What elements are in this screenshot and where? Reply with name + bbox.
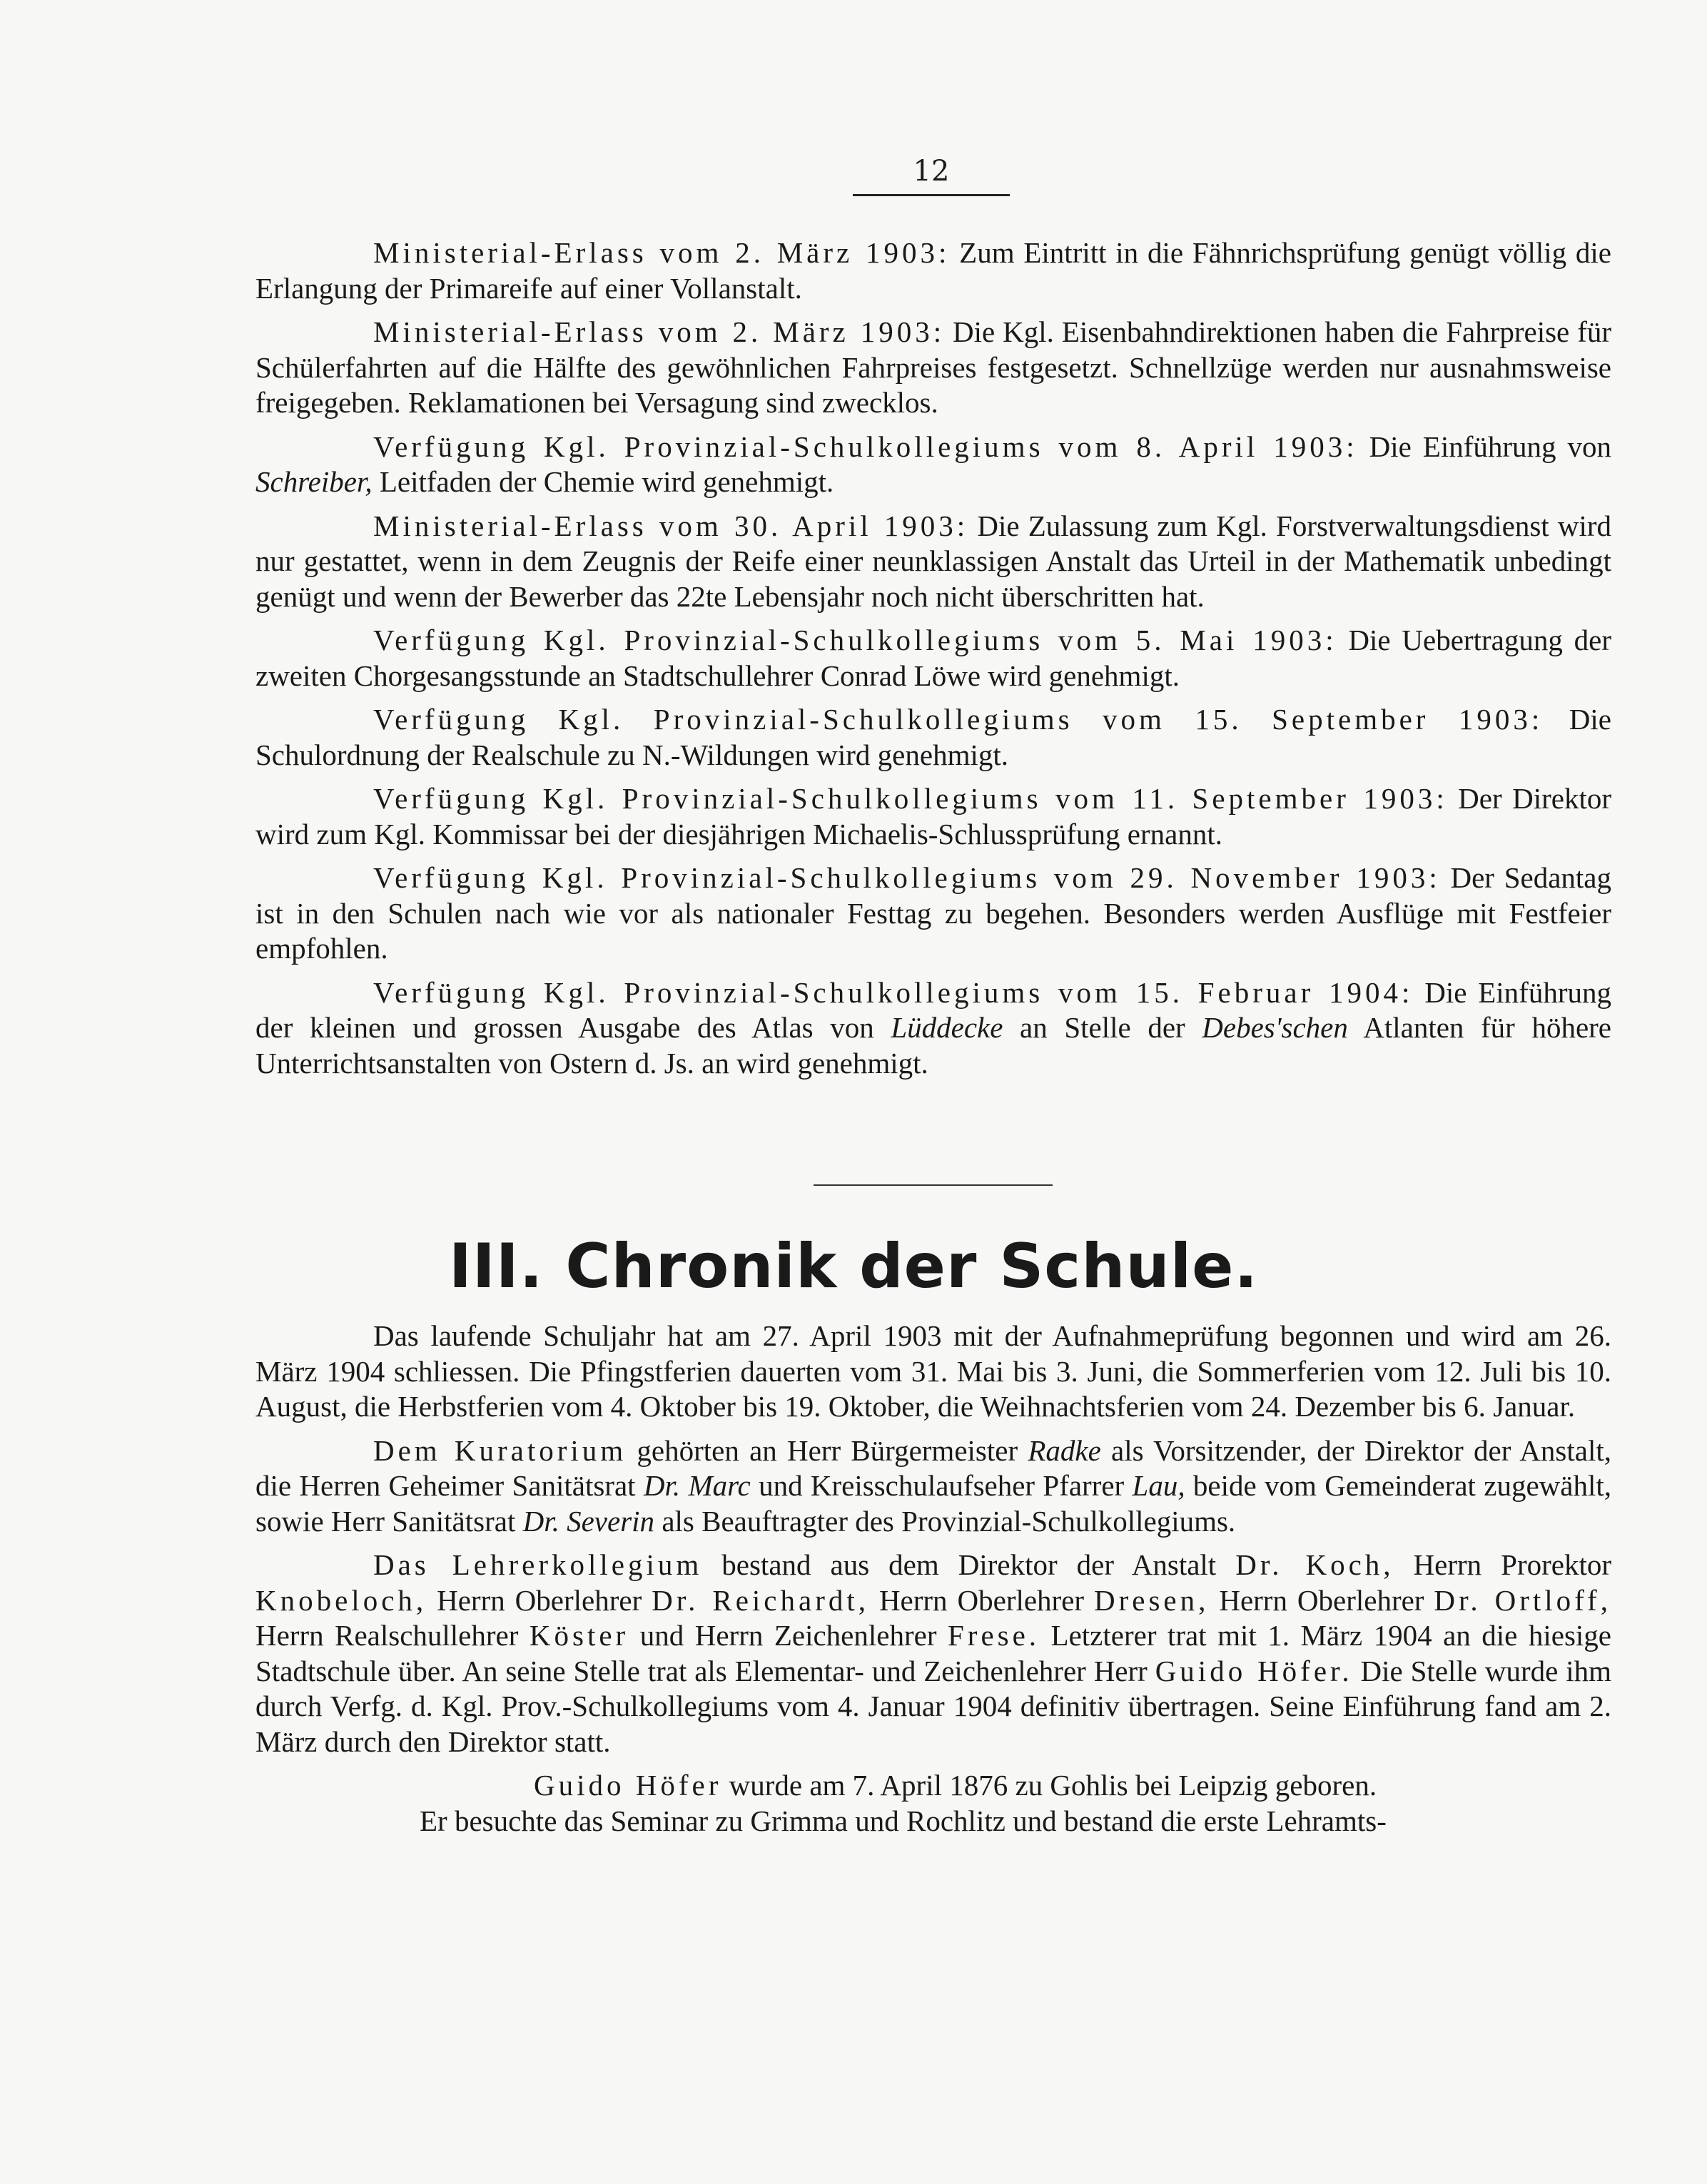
- decree-body: an Stelle der: [1003, 1011, 1202, 1044]
- spaced-name: Knobeloch,: [255, 1583, 427, 1617]
- text-run: als Vorsitzender, der Direktor der Anstalt, die Herren Geheimer Sanitätsrat: [255, 1433, 1611, 1502]
- italic-name: Radke: [1028, 1433, 1101, 1467]
- decree-italic: Schreiber,: [255, 465, 373, 498]
- text-run: Herrn Oberlehrer: [427, 1583, 652, 1617]
- decree-lead: Ministerial-Erlass vom 2. März 1903:: [373, 236, 951, 269]
- decree-paragraph: [255, 781, 1611, 852]
- chronicle-paragraph: Das laufende Schuljahr hat am 27. April 1903 mit der Aufnahmeprüfung begonnen und wird am 26. März 1904 schliessen. Die Pfingstferien dauerten vom 31. Mai bis 3. Juni, die Sommerferien vom 12. Juli bis 10. August, die Herbstferien vom 4. Oktober bis 19. Oktober, die Weihnachtsferien vom 24. Dezember bis 6. Januar.: [255, 1319, 1611, 1423]
- text-run: wurde am 7. April 1876 zu Gohlis bei Leipzig geboren.: [721, 1769, 1377, 1802]
- text-run: Die Stelle wurde ihm durch Verfg. d. Kgl. Prov.-Schulkollegiums vom 4. Januar 1904 definitiv übertragen. Seine Einführung fand am 2. März durch den Direktor statt.: [255, 1654, 1611, 1758]
- decree-lead: Verfügung Kgl. Provinzial-Schulkollegiums vom 8. April 1903:: [373, 430, 1358, 463]
- decree-body: Die Uebertragung der zweiten Chorgesangsstunde an Stadtschullehrer Conrad Löwe wird genehmigt.: [255, 624, 1611, 692]
- section-divider: [814, 1184, 1053, 1186]
- text-run: und Kreisschulaufseher Pfarrer: [750, 1469, 1133, 1502]
- spaced-name: Dresen,: [1094, 1583, 1210, 1617]
- text-run: Herrn Oberlehrer: [869, 1583, 1095, 1617]
- spaced-name: Guido Höfer.: [1155, 1654, 1353, 1687]
- text-run: Herrn Realschullehrer: [255, 1619, 530, 1652]
- decree-lead: Verfügung Kgl. Provinzial-Schulkollegiums vom 11. September 1903:: [373, 782, 1448, 815]
- chronicle-paragraph: Er besuchte das Seminar zu Grimma und Rochlitz und bestand die erste Lehramts-: [420, 1804, 1387, 1837]
- spaced-name: Dr. Reichardt,: [652, 1583, 869, 1617]
- paragraph-lead: Das Lehrerkollegium: [373, 1548, 703, 1581]
- decree-body: Zum Eintritt in die Fähnrichsprüfung genügt völlig die Erlangung der Primareife auf einer Vollanstalt.: [255, 236, 1611, 305]
- decrees-section: [255, 235, 1611, 1090]
- page-number-rule: [853, 194, 1010, 196]
- text-run: Letzterer trat mit 1. März 1904 an die hiesige Stadtschule über. An seine Stelle trat als Elementar- und Zeichenlehrer Herr: [255, 1619, 1611, 1687]
- decree-paragraph: [255, 315, 1611, 421]
- spaced-name: Dr. Ortloff,: [1434, 1583, 1611, 1617]
- decree-body: Der Direktor wird zum Kgl. Kommissar bei der diesjährigen Michaelis-Schlussprüfung ernannt.: [255, 782, 1611, 850]
- decree-lead: Verfügung Kgl. Provinzial-Schulkollegiums vom 29. November 1903:: [373, 861, 1441, 894]
- decree-paragraph: [255, 623, 1611, 694]
- decree-paragraph: [255, 235, 1611, 306]
- decree-paragraph: [255, 702, 1611, 773]
- decree-body: Die Schulordnung der Realschule zu N.-Wildungen wird genehmigt.: [255, 703, 1612, 771]
- decree-body: Leitfaden der Chemie wird genehmigt.: [372, 465, 834, 498]
- decree-body: Die Einführung von: [1357, 430, 1611, 463]
- text-run: Herrn Prorektor: [1394, 1548, 1612, 1581]
- decree-lead: Verfügung Kgl. Provinzial-Schulkollegiums vom 15. September 1903:: [373, 703, 1544, 736]
- spaced-name: Frese.: [947, 1619, 1040, 1652]
- decree-paragraph: [255, 430, 1611, 500]
- decree-body: Der Sedantag ist in den Schulen nach wie vor als nationaler Festtag zu begehen. Besonders werden Ausflüge mit Festfeier empfohlen.: [255, 861, 1611, 965]
- decree-paragraph: [255, 509, 1611, 615]
- decree-body: Die Kgl. Eisenbahndirektionen haben die Fahrpreise für Schülerfahrten auf die Hälfte des gewöhnlichen Fahrpreises festgesetzt. Schnellzüge werden nur ausnahmsweise freigegeben. Reklamationen bei Versagung sind zwecklos.: [255, 315, 1612, 419]
- decree-lead: Ministerial-Erlass vom 2. März 1903:: [373, 315, 946, 348]
- decree-italic: Lüddecke: [891, 1011, 1003, 1044]
- chronicle-paragraph: [255, 1768, 1611, 1804]
- text-run: beide vom Gemeinderat zugewählt, sowie Herr Sanitätsrat: [255, 1469, 1611, 1538]
- text-run: und Herrn Zeichenlehrer: [629, 1619, 948, 1652]
- text-run: Herrn Oberlehrer: [1209, 1583, 1434, 1617]
- page-number: 12: [913, 155, 950, 188]
- decree-lead: Verfügung Kgl. Provinzial-Schulkollegiums vom 15. Februar 1904:: [373, 975, 1414, 1009]
- text-run: als Beauftragter des Provinzial-Schulkollegiums.: [654, 1504, 1236, 1538]
- italic-name: Dr. Marc: [643, 1469, 751, 1502]
- text-run: bestand aus dem Direktor der Anstalt: [702, 1548, 1236, 1581]
- decree-paragraph: [255, 860, 1611, 967]
- italic-name: Dr. Severin: [522, 1504, 655, 1538]
- spaced-name: Dr. Koch,: [1235, 1548, 1394, 1581]
- paragraph-lead: Guido Höfer: [534, 1769, 722, 1802]
- chronicle-section: [255, 1319, 1611, 1847]
- decree-body: Atlanten für höhere Unterrichtsanstalten von Ostern d. Js. an wird genehmigt.: [255, 1011, 1611, 1080]
- text-run: gehörten an Herr Bürgermeister: [627, 1433, 1028, 1467]
- paragraph-lead: Dem Kuratorium: [373, 1433, 627, 1467]
- chapter-heading: III. Chronik der Schule.: [448, 1231, 1259, 1302]
- chronicle-paragraph: [255, 1548, 1611, 1759]
- chronicle-paragraph: [255, 1433, 1611, 1540]
- decree-body: Die Einführung der kleinen und grossen Ausgabe des Atlas von: [255, 975, 1611, 1044]
- italic-name: Lau,: [1132, 1469, 1185, 1502]
- decree-paragraph: [255, 975, 1611, 1082]
- decree-lead: Ministerial-Erlass vom 30. April 1903:: [373, 509, 969, 542]
- decree-body: Die Zulassung zum Kgl. Forstverwaltungsdienst wird nur gestattet, wenn in dem Zeugnis der Reife einer neunklassigen Anstalt das Urteil in der Mathematik unbedingt genügt und wenn der Bewerber das 22te Lebensjahr noch nicht überschritten hat.: [255, 509, 1611, 613]
- decree-lead: Verfügung Kgl. Provinzial-Schulkollegiums vom 5. Mai 1903:: [373, 624, 1337, 656]
- spaced-name: Köster: [529, 1619, 629, 1652]
- decree-italic: Debes'schen: [1202, 1011, 1348, 1044]
